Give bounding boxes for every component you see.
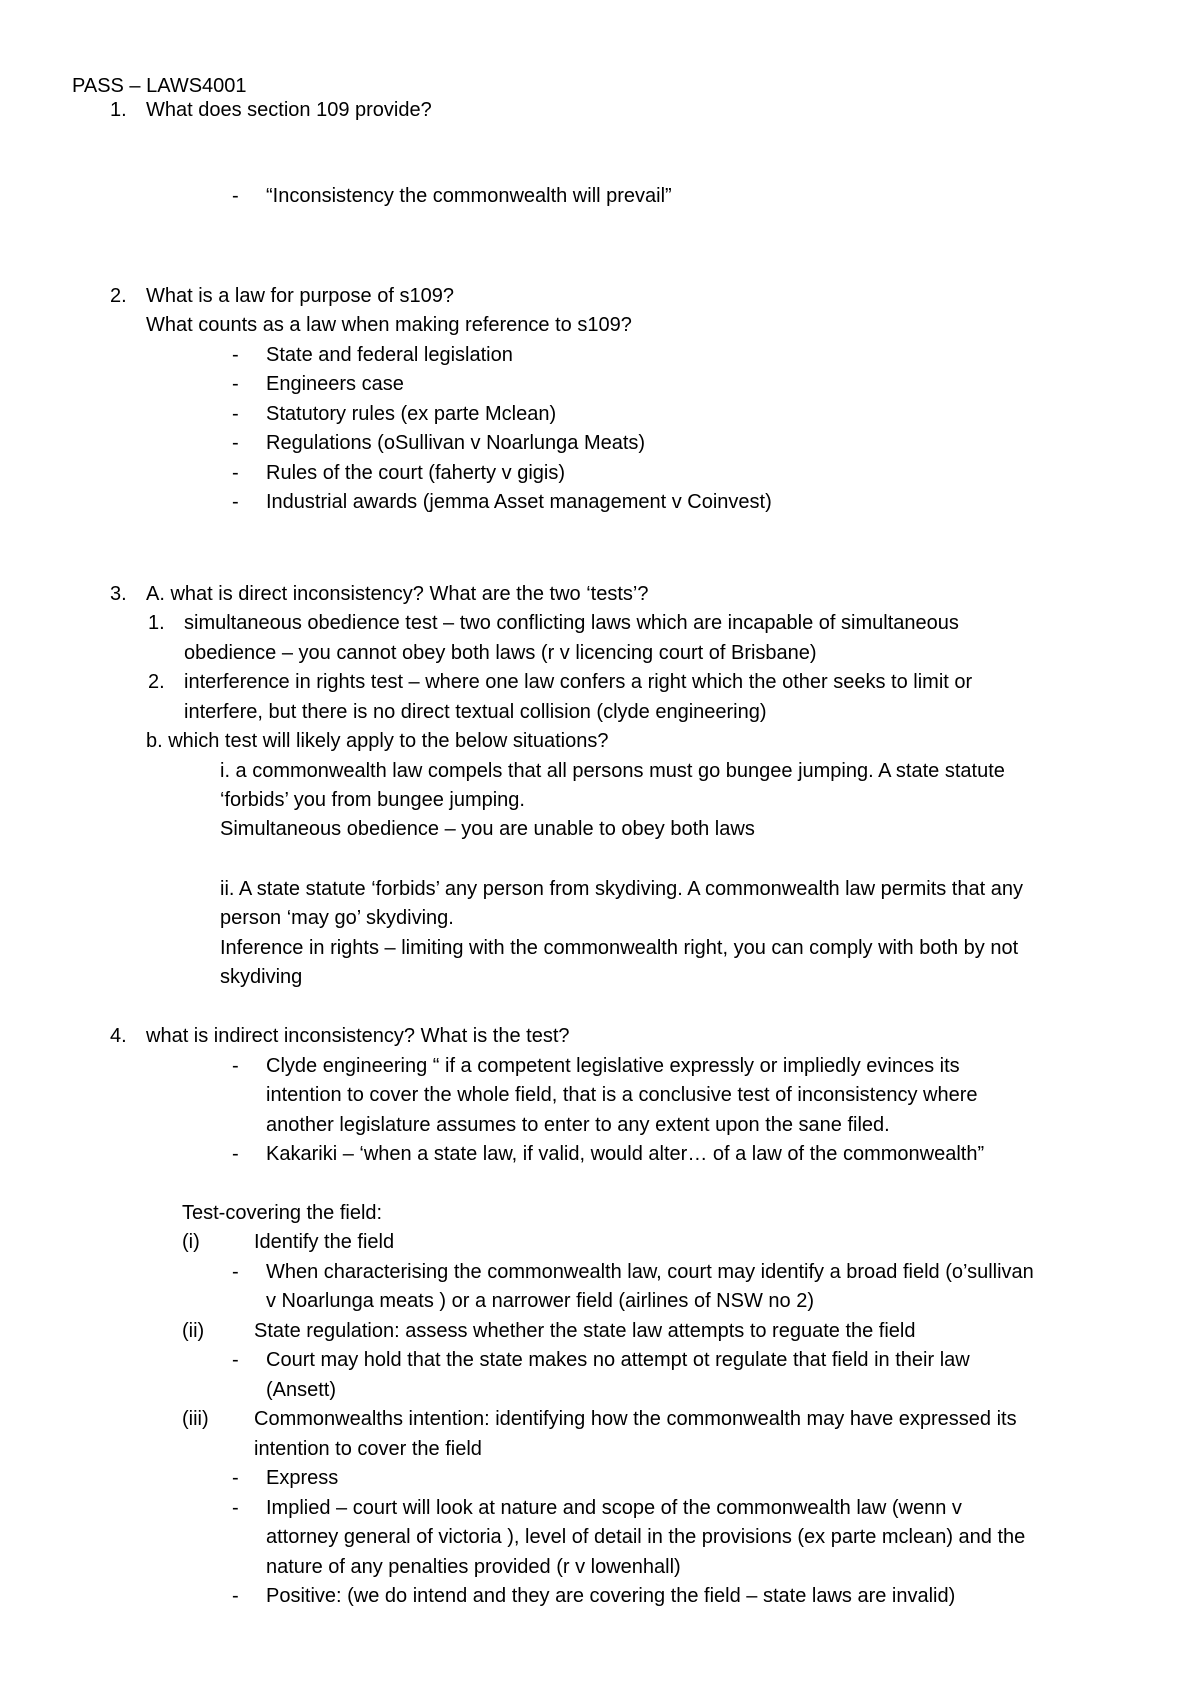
q2-item: Regulations (oSullivan v Noarlunga Meats) — [266, 432, 646, 454]
q4-step-label: (i) — [182, 1231, 200, 1253]
q2-question: What is a law for purpose of s109? — [146, 285, 454, 307]
q4-step-bullet: (Ansett) — [266, 1379, 337, 1401]
q3-part-b: b. which test will likely apply to the below situations? — [146, 730, 609, 752]
q4-test-heading: Test-covering the field: — [182, 1202, 383, 1224]
q4-step-bullet: Express — [266, 1467, 339, 1489]
q2-item: Statutory rules (ex parte Mclean) — [266, 403, 557, 425]
q4-bullet-marker: - — [232, 1467, 239, 1489]
q4-step-text: intention to cover the field — [254, 1438, 482, 1460]
q3-situation-answer: skydiving — [220, 966, 303, 988]
q2-item: Rules of the court (faherty v gigis) — [266, 462, 566, 484]
q4-step-bullet: Court may hold that the state makes no attempt ot regulate that field in their law — [266, 1349, 970, 1371]
q2-bullet-marker: - — [232, 462, 239, 484]
q3-number: 3. — [110, 583, 127, 605]
q2-number: 2. — [110, 285, 127, 307]
q4-bullet-marker: - — [232, 1349, 239, 1371]
q4-bullet-marker: - — [232, 1143, 239, 1165]
q3-situation: i. a commonwealth law compels that all persons must go bungee jumping. A state statute — [220, 760, 1005, 782]
q2-item: Engineers case — [266, 373, 404, 395]
q3-test-text: simultaneous obedience test – two conflicting laws which are incapable of simultaneous — [184, 612, 959, 634]
q3-test-text: obedience – you cannot obey both laws (r v licencing court of Brisbane) — [184, 642, 817, 664]
q4-step-bullet: v Noarlunga meats ) or a narrower field (airlines of NSW no 2) — [266, 1290, 814, 1312]
q2-bullet-marker: - — [232, 403, 239, 425]
q4-question: what is indirect inconsistency? What is the test? — [146, 1025, 570, 1047]
q1-number: 1. — [110, 99, 127, 121]
q3-test-number: 2. — [148, 671, 165, 693]
q1-bullet-marker: - — [232, 185, 239, 207]
q4-step-text: Commonwealths intention: identifying how the commonwealth may have expressed its — [254, 1408, 1017, 1430]
q4-kakariki: Kakariki – ‘when a state law, if valid, would alter… of a law of the commonwealth” — [266, 1143, 985, 1165]
q4-bullet-marker: - — [232, 1497, 239, 1519]
q4-step-text: State regulation: assess whether the state law attempts to reguate the field — [254, 1320, 916, 1342]
q4-step-bullet: attorney general of victoria ), level of detail in the provisions (ex parte mclean) and the — [266, 1526, 1026, 1548]
q4-clyde: another legislature assumes to enter to any extent upon the sane filed. — [266, 1114, 890, 1136]
q3-situation-answer: Inference in rights – limiting with the commonwealth right, you can comply with both by not — [220, 937, 1019, 959]
q3-test-text: interfere, but there is no direct textual collision (clyde engineering) — [184, 701, 767, 723]
q2-bullet-marker: - — [232, 344, 239, 366]
q3-test-number: 1. — [148, 612, 165, 634]
q4-step-bullet: nature of any penalties provided (r v lowenhall) — [266, 1556, 681, 1578]
q3-test-text: interference in rights test – where one law confers a right which the other seeks to limit or — [184, 671, 973, 693]
q4-step-label: (ii) — [182, 1320, 205, 1342]
q3-situation: ‘forbids’ you from bungee jumping. — [220, 789, 525, 811]
q3-situation-answer: Simultaneous obedience – you are unable to obey both laws — [220, 818, 755, 840]
q4-bullet-marker: - — [232, 1585, 239, 1607]
q2-question-2: What counts as a law when making reference to s109? — [146, 314, 632, 336]
q4-bullet-marker: - — [232, 1055, 239, 1077]
q2-bullet-marker: - — [232, 432, 239, 454]
q4-step-bullet: Implied – court will look at nature and scope of the commonwealth law (wenn v — [266, 1497, 962, 1519]
q4-step-label: (iii) — [182, 1408, 209, 1430]
q2-item: State and federal legislation — [266, 344, 513, 366]
q4-bullet-marker: - — [232, 1261, 239, 1283]
q4-step-text: Identify the field — [254, 1231, 395, 1253]
q4-clyde: Clyde engineering “ if a competent legislative expressly or impliedly evinces its — [266, 1055, 960, 1077]
document-title: PASS – LAWS4001 — [72, 75, 247, 97]
q3-situation: ii. A state statute ‘forbids’ any person from skydiving. A commonwealth law permits that any — [220, 878, 1023, 900]
q4-step-bullet: Positive: (we do intend and they are covering the field – state laws are invalid) — [266, 1585, 956, 1607]
q4-clyde: intention to cover the whole field, that is a conclusive test of inconsistency where — [266, 1084, 978, 1106]
q1-answer: “Inconsistency the commonwealth will prevail” — [266, 185, 672, 207]
q1-question: What does section 109 provide? — [146, 99, 432, 121]
q3-question: A. what is direct inconsistency? What are the two ‘tests’? — [146, 583, 649, 605]
q2-bullet-marker: - — [232, 491, 239, 513]
q2-bullet-marker: - — [232, 373, 239, 395]
q4-step-bullet: When characterising the commonwealth law, court may identify a broad field (o’sullivan — [266, 1261, 1034, 1283]
q3-situation: person ‘may go’ skydiving. — [220, 907, 454, 929]
q4-number: 4. — [110, 1025, 127, 1047]
q2-item: Industrial awards (jemma Asset management v Coinvest) — [266, 491, 772, 513]
